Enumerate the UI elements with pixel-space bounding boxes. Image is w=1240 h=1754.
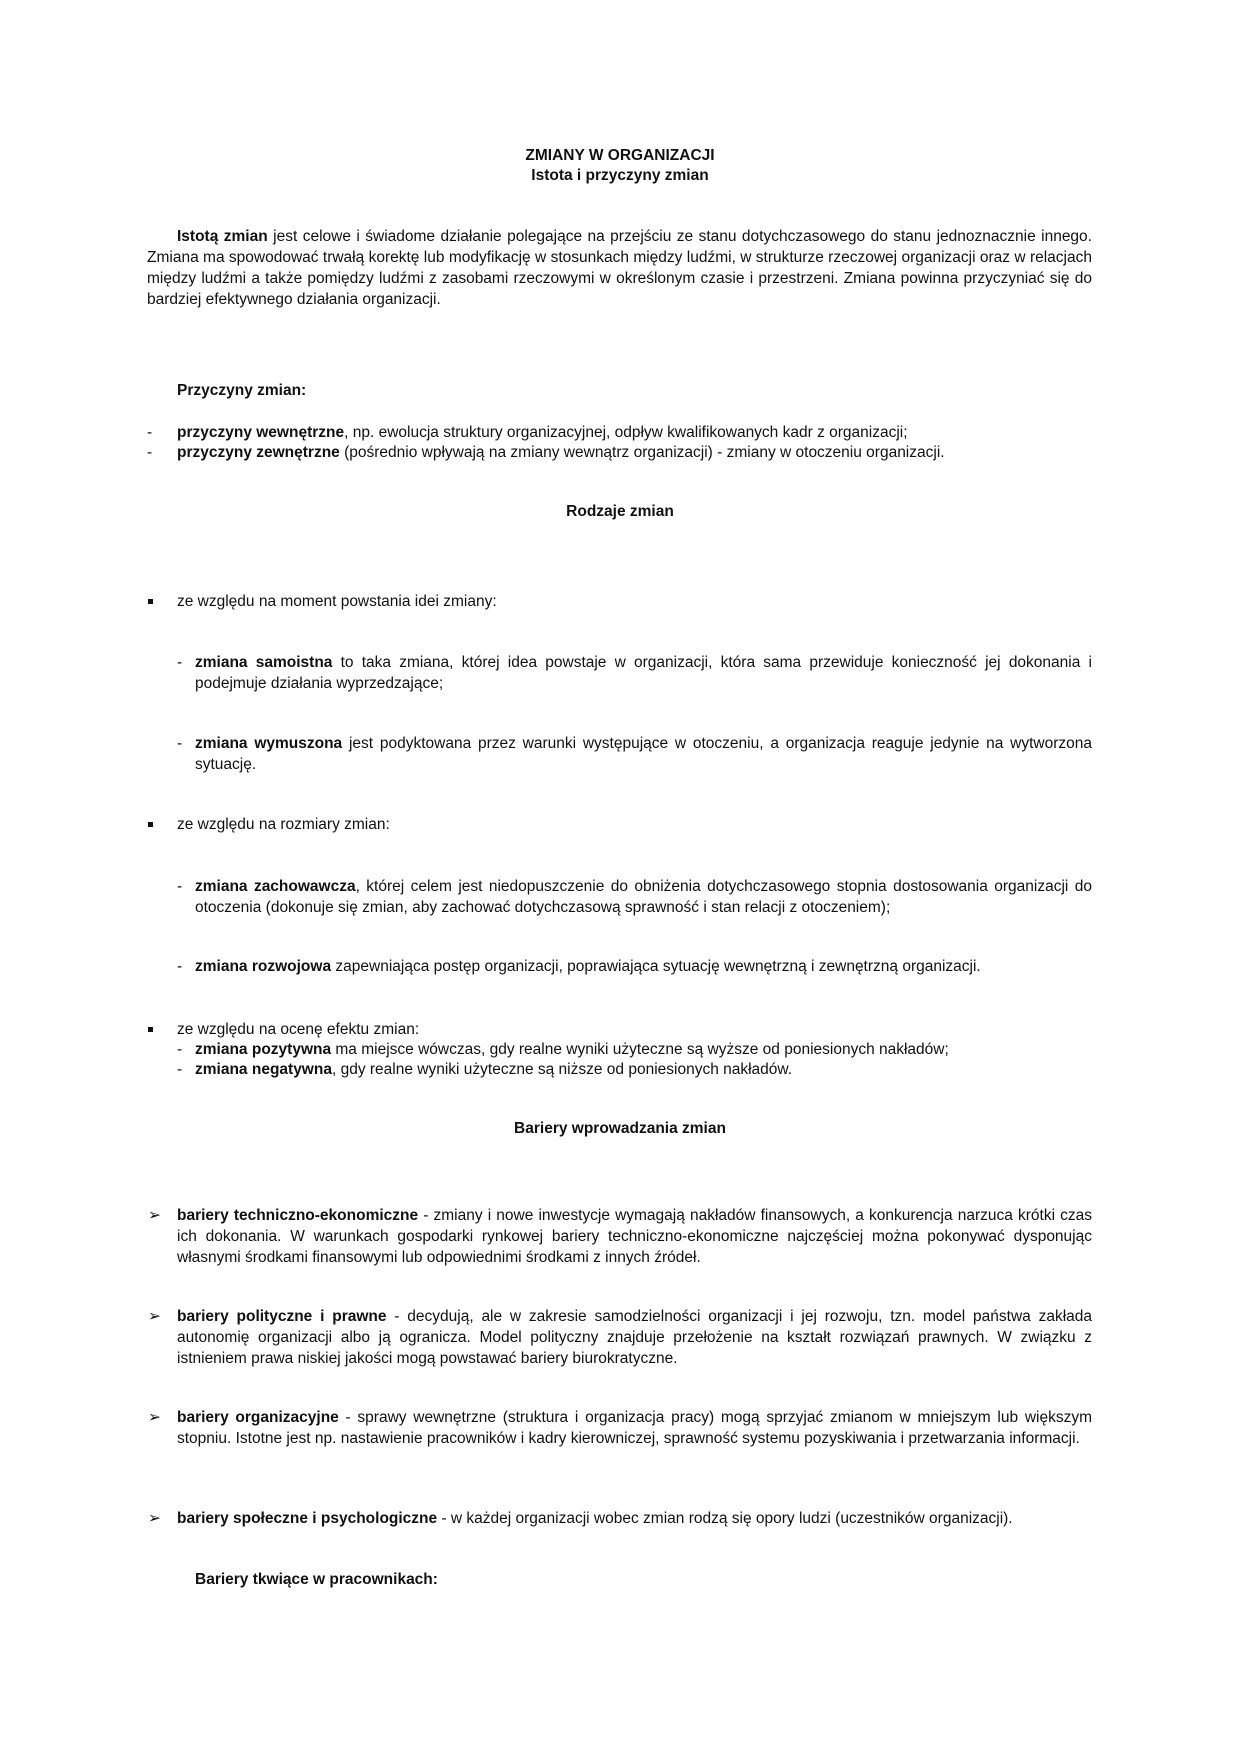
type-item: zmiana zachowawcza, której celem jest niedopuszczenie do obniżenia dotychczasowego stopnia dostosowania organizacji do otoczenia (dokonuje się zmian, aby zachować dotychczasową sprawność i stan relacji z otoczeniem);	[195, 878, 1092, 916]
arrow-bullet-icon: ➢	[148, 1207, 161, 1224]
list-marker: -	[177, 958, 183, 975]
list-marker: -	[177, 878, 183, 895]
list-marker: -	[177, 654, 183, 671]
square-bullet-icon	[148, 814, 153, 835]
square-bullet-icon	[148, 1019, 153, 1040]
types-group-label: ze względu na moment powstania idei zmiany:	[177, 593, 497, 610]
causes-heading: Przyczyny zmian:	[177, 382, 307, 399]
arrow-bullet-icon: ➢	[148, 1510, 161, 1527]
intro-bold: Istotą zmian	[177, 228, 268, 245]
arrow-bullet-icon: ➢	[148, 1409, 161, 1426]
list-marker: -	[147, 444, 153, 461]
type-item: zmiana negatywna, gdy realne wyniki użyteczne są niższe od poniesionych nakładów.	[195, 1061, 793, 1078]
list-marker: -	[177, 1061, 183, 1078]
square-bullet-icon	[148, 591, 153, 612]
barrier-item: bariery polityczne i prawne - decydują, ale w zakresie samodzielności organizacji i jej rozwoju, tzn. model państwa zakłada autonomię organizacji albo ją ogranicza. Model polityczny znajduje przełożenie na kształt rozwiązań prawnych. W związku z istnieniem prawa niskiej jakości mogą powstawać bariery biurokratyczne.	[177, 1308, 1093, 1367]
arrow-bullet-icon: ➢	[148, 1308, 161, 1325]
type-item: zmiana pozytywna ma miejsce wówczas, gdy realne wyniki użyteczne są wyższe od poniesionych nakładów;	[195, 1041, 949, 1058]
cause-item: przyczyny zewnętrzne (pośrednio wpływają na zmiany wewnątrz organizacji) - zmiany w otoczeniu organizacji.	[177, 444, 945, 461]
cause-item: przyczyny wewnętrzne, np. ewolucja struktury organizacyjnej, odpływ kwalifikowanych kadr z organizacji;	[177, 424, 908, 441]
barrier-item: bariery społeczne i psychologiczne - w każdej organizacji wobec zmian rodzą się opory ludzi (uczestników organizacji).	[177, 1510, 1013, 1527]
employees-barriers-heading: Bariery tkwiące w pracownikach:	[195, 1571, 438, 1588]
types-group-label: ze względu na rozmiary zmian:	[177, 816, 390, 833]
intro-paragraph	[147, 226, 1092, 310]
type-item: zmiana rozwojowa zapewniająca postęp organizacji, poprawiająca sytuację wewnętrzną i zewnętrzną organizacji.	[195, 958, 981, 975]
list-marker: -	[177, 735, 183, 752]
document-title: ZMIANY W ORGANIZACJI	[525, 147, 715, 164]
list-marker: -	[177, 1041, 183, 1058]
type-item: zmiana wymuszona jest podyktowana przez warunki występujące w otoczeniu, a organizacja reaguje jedynie na wytworzona sytuację.	[195, 735, 1092, 773]
intro-text: jest celowe i świadome działanie polegające na przejściu ze stanu dotychczasowego do stanu jednoznacznie innego. Zmiana ma spowodować trwałą korektę lub modyfikację w stosunkach między ludźmi, w strukturze rzeczowej organizacji oraz w relacjach między ludźmi a także pomiędzy ludźmi z zasobami rzeczowymi w określonym czasie i przestrzeni. Zmiana powinna przyczyniać się do bardziej efektywnego działania organizacji.	[147, 228, 1092, 308]
document-subtitle: Istota i przyczyny zmian	[531, 167, 709, 184]
barrier-item: bariery techniczno-ekonomiczne - zmiany i nowe inwestycje wymagają nakładów finansowych, a konkurencja narzuca krótki czas ich dokonania. W warunkach gospodarki rynkowej bariery techniczno-ekonomiczne najczęściej można pokonywać dysponując własnymi środkami finansowymi lub odpowiednimi środkami z innych źródeł.	[177, 1207, 1092, 1266]
barriers-heading: Bariery wprowadzania zmian	[514, 1120, 726, 1137]
barrier-item: bariery organizacyjne - sprawy wewnętrzne (struktura i organizacja pracy) mogą sprzyjać zmianom w mniejszym lub większym stopniu. Istotne jest np. nastawienie pracowników i kadry kierowniczej, sprawność systemu pozyskiwania i przetwarzania informacji.	[177, 1409, 1092, 1447]
types-heading: Rodzaje zmian	[566, 503, 674, 520]
list-marker: -	[147, 424, 153, 441]
type-item: zmiana samoistna to taka zmiana, której idea powstaje w organizacji, która sama przewiduje konieczność jej dokonania i podejmuje działania wyprzedzające;	[195, 654, 1092, 692]
types-group-label: ze względu na ocenę efektu zmian:	[177, 1021, 420, 1038]
